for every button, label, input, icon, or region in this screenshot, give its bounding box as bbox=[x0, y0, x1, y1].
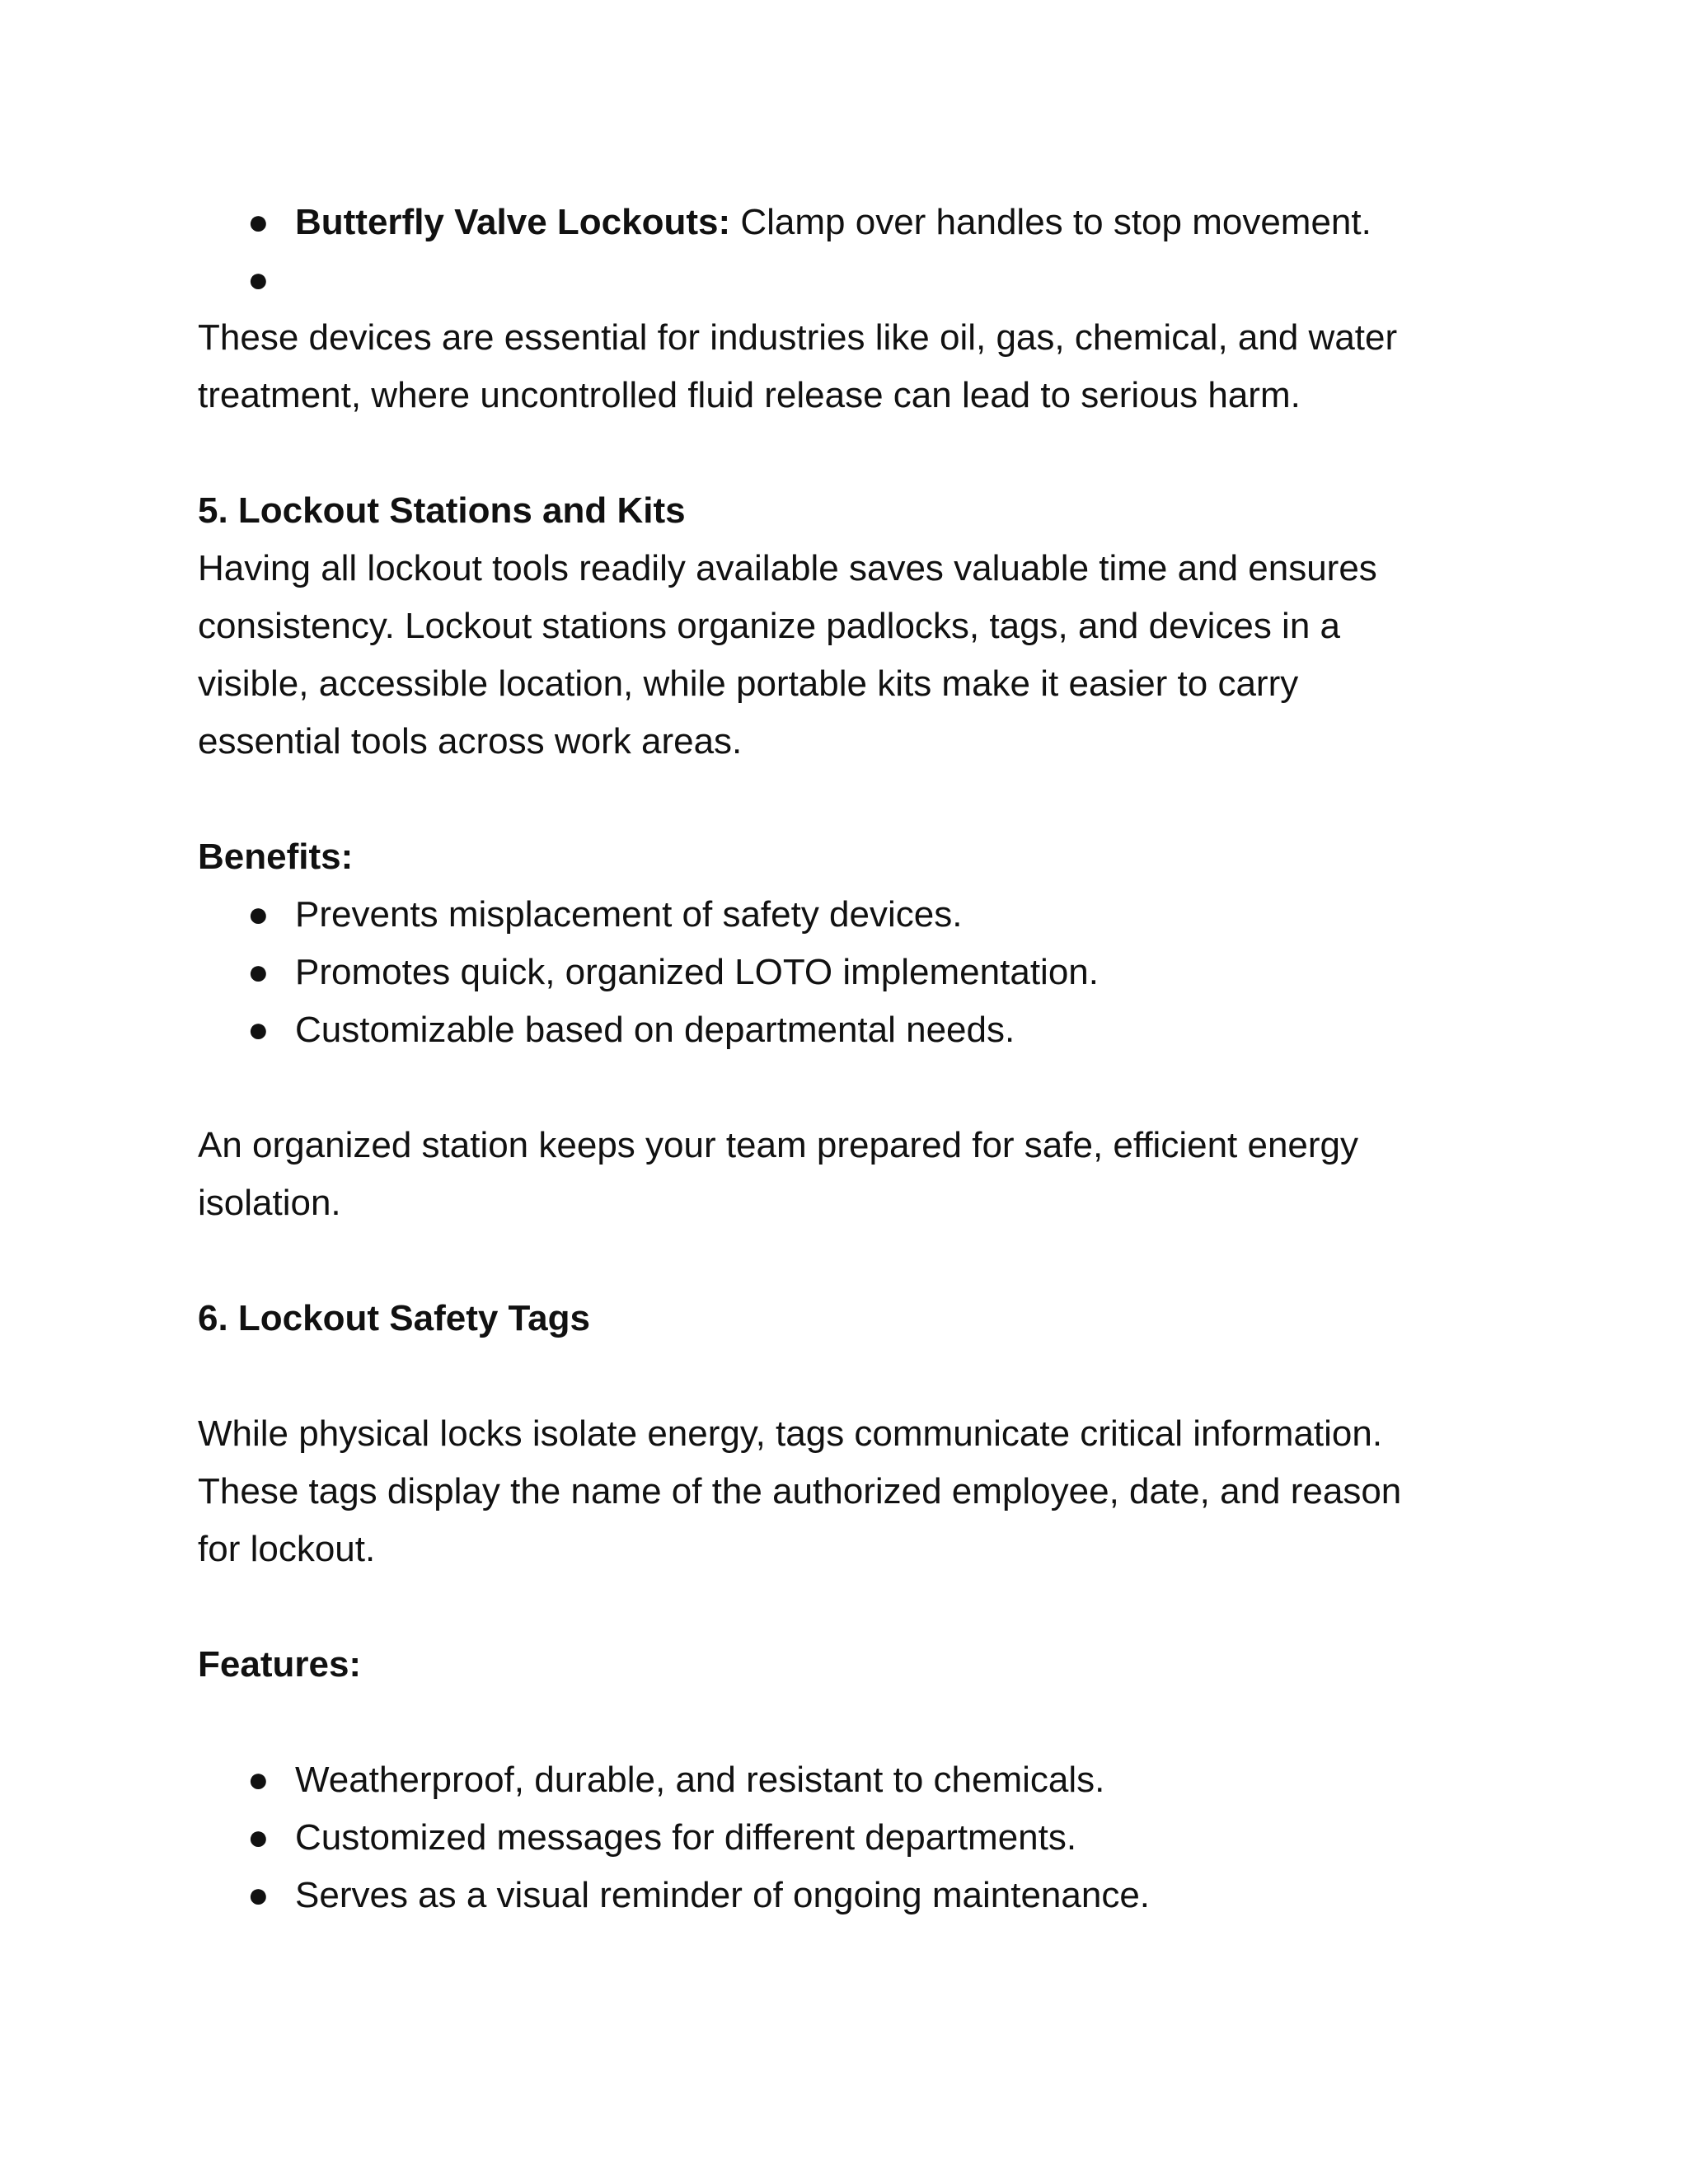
paragraph-line: essential tools across work areas. bbox=[198, 721, 743, 762]
paragraph-line: visible, accessible location, while portable kits make it easier to carry bbox=[198, 663, 1299, 704]
section-heading: 6. Lockout Safety Tags bbox=[198, 1298, 590, 1338]
bullet-dot: ● bbox=[247, 202, 270, 242]
list-item: Prevents misplacement of safety devices. bbox=[295, 894, 963, 935]
list-item: Customizable based on departmental needs. bbox=[295, 1010, 1015, 1050]
list-item: Customized messages for different departments. bbox=[295, 1817, 1077, 1858]
bullet-dot: ● bbox=[247, 1817, 270, 1858]
paragraph-line: for lockout. bbox=[198, 1529, 376, 1569]
section-heading: 5. Lockout Stations and Kits bbox=[198, 490, 686, 531]
bullet-dot: ● bbox=[247, 260, 270, 300]
paragraph-line: isolation. bbox=[198, 1183, 341, 1223]
bullet-dot: ● bbox=[247, 1010, 270, 1050]
paragraph-line: These tags display the name of the authorized employee, date, and reason bbox=[198, 1471, 1402, 1511]
list-item-bold-label: Butterfly Valve Lockouts: bbox=[295, 202, 731, 242]
bullet-dot: ● bbox=[247, 952, 270, 992]
list-item: Serves as a visual reminder of ongoing maintenance. bbox=[295, 1875, 1151, 1915]
benefits-label: Benefits: bbox=[198, 837, 354, 877]
paragraph-line: An organized station keeps your team prepared for safe, efficient energy bbox=[198, 1125, 1359, 1165]
paragraph-line: Having all lockout tools readily available saves valuable time and ensures bbox=[198, 548, 1377, 588]
paragraph-line: These devices are essential for industries like oil, gas, chemical, and water bbox=[198, 317, 1398, 358]
list-item-text: Clamp over handles to stop movement. bbox=[730, 202, 1372, 242]
bullet-dot: ● bbox=[247, 894, 270, 935]
list-item: Promotes quick, organized LOTO implementation. bbox=[295, 952, 1099, 992]
paragraph-line: While physical locks isolate energy, tags communicate critical information. bbox=[198, 1413, 1383, 1454]
bullet-dot: ● bbox=[247, 1875, 270, 1915]
list-item bbox=[295, 194, 1372, 251]
bullet-dot: ● bbox=[247, 1760, 270, 1800]
list-item: Weatherproof, durable, and resistant to chemicals. bbox=[295, 1760, 1105, 1800]
features-label: Features: bbox=[198, 1644, 362, 1685]
paragraph-line: treatment, where uncontrolled fluid release can lead to serious harm. bbox=[198, 375, 1301, 415]
paragraph-line: consistency. Lockout stations organize padlocks, tags, and devices in a bbox=[198, 606, 1340, 646]
